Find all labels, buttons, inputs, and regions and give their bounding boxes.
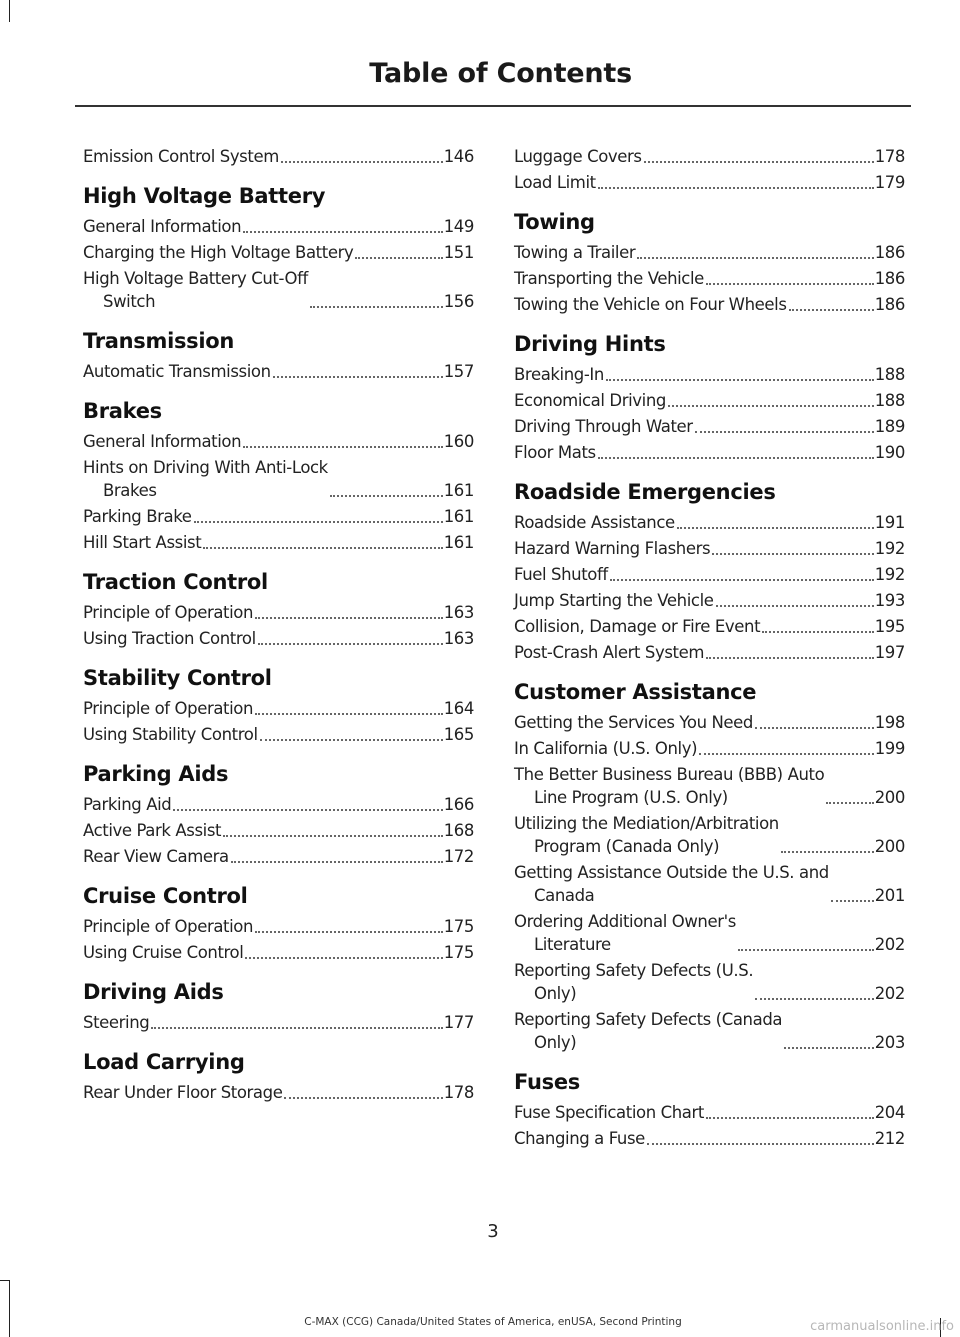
toc-entry-title: Using Cruise Control [83,943,244,962]
toc-entry[interactable] [83,145,474,168]
toc-page-number: 168 [443,821,474,840]
dot-leader [738,937,874,951]
toc-entry[interactable] [83,819,474,842]
toc-page-number: 186 [874,243,905,262]
toc-entry-title: Reporting Safety Defects (Canada [514,1010,783,1029]
toc-entry-title-continued: Only) [534,1033,577,1052]
toc-entry-title: The Better Business Bureau (BBB) Auto [514,765,825,784]
toc-entry-title: Breaking-In [514,365,604,384]
toc-entry-title: Getting Assistance Outside the U.S. and [514,863,829,882]
dot-leader [255,919,443,933]
toc-page-number: 161 [443,533,474,552]
toc-page-number: 192 [874,539,905,558]
toc-entry[interactable] [83,531,474,554]
section-heading: Transmission [83,329,235,353]
section-heading: Roadside Emergencies [514,480,776,504]
toc-entry[interactable] [83,505,474,528]
toc-entry-title: Load Limit [514,173,596,192]
toc-entry[interactable] [514,241,905,264]
page-number: 3 [487,1221,499,1242]
toc-page-number: 179 [874,173,905,192]
section-heading: Towing [514,210,595,234]
dot-leader [789,297,874,311]
section-heading: Parking Aids [83,762,229,786]
toc-page-number: 178 [874,147,905,166]
toc-entry-title-continued: Program (Canada Only) [534,837,720,856]
toc-entry[interactable] [83,915,474,938]
toc-entry[interactable] [514,959,905,1005]
toc-page-number: 201 [874,886,905,905]
toc-entry-title: Roadside Assistance [514,513,675,532]
toc-entry[interactable] [514,1008,905,1054]
title-divider [75,105,911,107]
toc-page-number: 190 [874,443,905,462]
toc-entry-title-continued: Only) [534,984,577,1003]
dot-leader [260,727,443,741]
dot-leader [330,483,443,497]
toc-entry-title-continued: Switch [103,292,156,311]
dot-leader [712,541,874,555]
toc-entry[interactable] [514,737,905,760]
dot-leader [706,271,874,285]
toc-entry-title: Principle of Operation [83,917,254,936]
dot-leader [281,149,443,163]
toc-entry-title: Fuse Specification Chart [514,1103,704,1122]
toc-entry[interactable] [514,641,905,664]
toc-page-number: 165 [443,725,474,744]
dot-leader [706,645,874,659]
toc-entry-title: Emission Control System [83,147,279,166]
dot-leader [598,175,874,189]
dot-leader [784,1035,874,1049]
dot-leader [610,567,874,581]
toc-page-number: 178 [443,1083,474,1102]
toc-entry-title-continued: Literature [534,935,611,954]
toc-entry-title: Hill Start Assist [83,533,202,552]
toc-entry[interactable] [83,241,474,264]
toc-entry-title: General Information [83,217,242,236]
toc-entry[interactable] [514,615,905,638]
toc-entry-title: Parking Brake [83,507,192,526]
toc-entry[interactable] [83,456,474,502]
dot-leader [194,509,443,523]
toc-entry[interactable] [83,627,474,650]
toc-page-number: 157 [443,362,474,381]
toc-entry-title: Changing a Fuse [514,1129,645,1148]
dot-leader [355,245,442,259]
toc-entry[interactable] [514,861,905,907]
toc-page-number: 164 [443,699,474,718]
dot-leader [173,797,442,811]
toc-entry[interactable] [514,763,905,809]
section-heading: Driving Hints [514,332,666,356]
dot-leader [231,849,443,863]
toc-entry-title: Towing the Vehicle on Four Wheels [514,295,787,314]
crop-mark [9,1280,10,1337]
dot-leader [310,294,443,308]
toc-entry-title: Utilizing the Mediation/Arbitration [514,814,779,833]
toc-entry-title: Driving Through Water [514,417,693,436]
toc-entry[interactable] [83,1011,474,1034]
dot-leader [245,945,442,959]
toc-entry[interactable] [514,441,905,464]
toc-entry[interactable] [514,589,905,612]
toc-entry-title: Reporting Safety Defects (U.S. [514,961,754,980]
dot-leader [647,1131,874,1145]
toc-page-number: 189 [874,417,905,436]
toc-page-number: 151 [443,243,474,262]
section-heading: Fuses [514,1070,580,1094]
toc-entry-title-continued: Canada [534,886,595,905]
toc-entry-title: Parking Aid [83,795,172,814]
toc-entry-title: Economical Driving [514,391,666,410]
toc-page-number: 188 [874,391,905,410]
toc-entry[interactable] [83,430,474,453]
toc-entry-title: Ordering Additional Owner's [514,912,736,931]
toc-entry-title-continued: Brakes [103,481,157,500]
crop-mark [0,1280,10,1281]
dot-leader [755,715,874,729]
footer-text: C-MAX (CCG) Canada/United States of America, enUSA, Second Printing [304,1316,682,1328]
dot-leader [695,419,874,433]
toc-entry[interactable] [514,511,905,534]
toc-entry[interactable] [514,910,905,956]
toc-entry-title: Principle of Operation [83,699,254,718]
dot-leader [598,445,874,459]
section-heading: Driving Aids [83,980,224,1004]
toc-entry[interactable] [514,293,905,316]
toc-entry[interactable] [83,941,474,964]
toc-page-number: 175 [443,943,474,962]
toc-entry-title: In California (U.S. Only) [514,739,698,758]
toc-entry-title: Floor Mats [514,443,596,462]
section-heading: Stability Control [83,666,272,690]
toc-page-number: 160 [443,432,474,451]
toc-entry[interactable] [83,697,474,720]
toc-entry[interactable] [514,389,905,412]
toc-page-number: 161 [443,481,474,500]
toc-entry-title: Active Park Assist [83,821,222,840]
crop-mark [9,0,10,22]
toc-page-number: 188 [874,365,905,384]
dot-leader [151,1015,442,1029]
toc-entry-title: Principle of Operation [83,603,254,622]
toc-entry[interactable] [83,793,474,816]
toc-entry-title: Collision, Damage or Fire Event [514,617,761,636]
toc-entry-title: Luggage Covers [514,147,642,166]
toc-entry[interactable] [514,812,905,858]
toc-page-number: 175 [443,917,474,936]
toc-page-number: 212 [874,1129,905,1148]
dot-leader [644,149,874,163]
dot-leader [699,741,874,755]
toc-entry[interactable] [83,360,474,383]
dot-leader [243,434,443,448]
dot-leader [716,593,874,607]
toc-page-number: 197 [874,643,905,662]
toc-page-number: 200 [874,837,905,856]
dot-leader [826,790,873,804]
toc-page-number: 191 [874,513,905,532]
section-heading: Cruise Control [83,884,248,908]
toc-entry[interactable] [83,1081,474,1104]
toc-entry-title: Hazard Warning Flashers [514,539,711,558]
toc-entry-title: Using Stability Control [83,725,258,744]
dot-leader [668,393,874,407]
toc-entry[interactable] [83,845,474,868]
dot-leader [762,619,874,633]
toc-entry[interactable] [514,711,905,734]
dot-leader [677,515,874,529]
dot-leader [781,839,874,853]
section-heading: Customer Assistance [514,680,757,704]
dot-leader [223,823,443,837]
toc-right-column [514,145,905,1153]
toc-page-number: 202 [874,935,905,954]
toc-entry[interactable] [514,363,905,386]
dot-leader [606,367,874,381]
toc-entry[interactable] [83,601,474,624]
toc-entry-title: Charging the High Voltage Battery [83,243,354,262]
toc-entry[interactable] [514,537,905,560]
toc-entry[interactable] [83,723,474,746]
dot-leader [258,631,443,645]
dot-leader [255,605,443,619]
toc-page-number: 193 [874,591,905,610]
toc-left-column [83,145,474,1107]
dot-leader [755,986,874,1000]
toc-entry[interactable] [514,267,905,290]
section-heading: Traction Control [83,570,268,594]
dot-leader [706,1105,874,1119]
dot-leader [243,219,443,233]
toc-page-number: 186 [874,269,905,288]
toc-entry-title: Using Traction Control [83,629,256,648]
toc-page-number: 195 [874,617,905,636]
section-heading: Load Carrying [83,1050,245,1074]
toc-page-number: 166 [443,795,474,814]
section-heading: Brakes [83,399,162,423]
toc-entry[interactable] [514,1127,905,1150]
toc-entry-title: Hints on Driving With Anti-Lock [83,458,328,477]
toc-entry-title: Rear Under Floor Storage [83,1083,283,1102]
toc-entry-title-continued: Line Program (U.S. Only) [534,788,728,807]
toc-entry-title: Fuel Shutoff [514,565,608,584]
toc-entry[interactable] [514,1101,905,1124]
toc-page-number: 200 [874,788,905,807]
toc-page-number: 149 [443,217,474,236]
toc-page-number: 186 [874,295,905,314]
toc-page-number: 163 [443,629,474,648]
toc-entry-title: Transporting the Vehicle [514,269,704,288]
toc-page-number: 192 [874,565,905,584]
dot-leader [273,364,443,378]
toc-entry-title: Towing a Trailer [514,243,636,262]
toc-page-number: 177 [443,1013,474,1032]
watermark: carmanualsonline.info [810,1319,954,1334]
dot-leader [637,245,873,259]
toc-entry[interactable] [83,267,474,313]
section-heading: High Voltage Battery [83,184,326,208]
toc-page-number: 204 [874,1103,905,1122]
toc-page-number: 163 [443,603,474,622]
toc-page-number: 203 [874,1033,905,1052]
toc-page-number: 198 [874,713,905,732]
toc-page-number: 172 [443,847,474,866]
dot-leader [203,535,442,549]
toc-entry-title: Automatic Transmission [83,362,271,381]
toc-entry[interactable] [514,171,905,194]
toc-page-number: 146 [443,147,474,166]
dot-leader [255,701,443,715]
toc-entry-title: General Information [83,432,242,451]
toc-page-number: 202 [874,984,905,1003]
toc-entry-title: Steering [83,1013,150,1032]
toc-entry-title: Jump Starting the Vehicle [514,591,714,610]
page-title: Table of Contents [369,58,632,89]
toc-entry-title: High Voltage Battery Cut-Off [83,269,308,288]
toc-entry-title: Post-Crash Alert System [514,643,705,662]
toc-entry[interactable] [514,145,905,168]
toc-page-number: 156 [443,292,474,311]
toc-entry-title: Rear View Camera [83,847,229,866]
toc-entry-title: Getting the Services You Need [514,713,753,732]
toc-page-number: 161 [443,507,474,526]
toc-entry[interactable] [514,563,905,586]
toc-entry[interactable] [83,215,474,238]
toc-page-number: 199 [874,739,905,758]
dot-leader [284,1085,442,1099]
toc-entry[interactable] [514,415,905,438]
dot-leader [831,888,874,902]
